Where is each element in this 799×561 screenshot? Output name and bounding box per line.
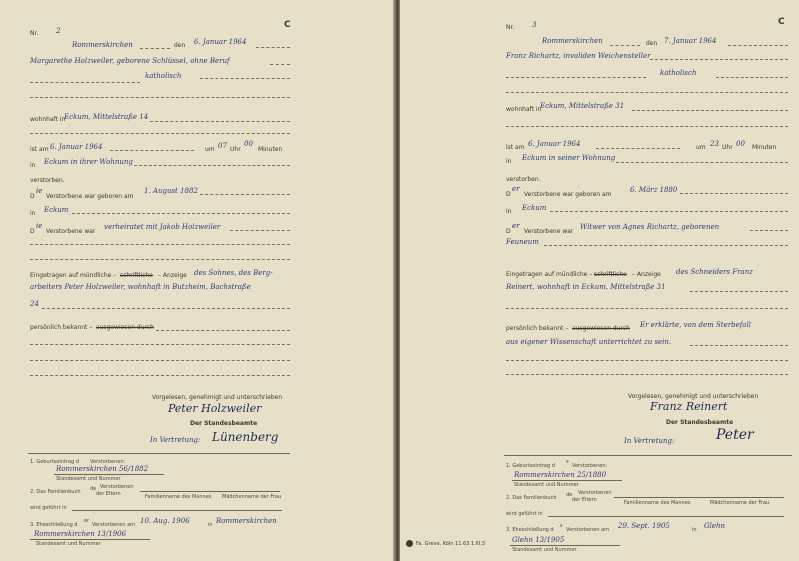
fill-line — [550, 211, 788, 212]
death-in-label: in — [506, 158, 512, 165]
registrar-title: Der Standesbeamte — [190, 420, 258, 427]
note1-label: 1. Geburtseintrag d — [506, 463, 555, 469]
note2-sub-2: Mädchenname der Frau — [710, 500, 770, 506]
note2-sub-1: Familienname des Mannes — [145, 494, 212, 500]
deceased-name: Franz Richartz, invaliden Weichensteller — [506, 52, 651, 60]
registered-text-2: Reinert, wohnhaft in Eckum, Mittelstraße 31 — [506, 283, 666, 291]
note3-sub: Standesamt und Nummer — [36, 541, 101, 547]
fill-line — [134, 165, 290, 166]
fill-line — [614, 497, 784, 498]
fill-line — [110, 150, 194, 151]
registered-label-a: Eingetragen auf mündliche – — [506, 271, 593, 278]
born-label: Verstorbene war geboren am — [524, 191, 612, 198]
note1-sup: s — [566, 459, 569, 465]
death-ist-am-label: ist am — [30, 146, 49, 153]
separator — [504, 455, 792, 456]
fill-line — [30, 344, 290, 345]
marital-value-2: Feuneum — [506, 238, 539, 246]
fill-line — [596, 148, 680, 149]
entry-number: 3 — [532, 21, 537, 29]
note3-date: 29. Sept. 1905 — [618, 522, 670, 530]
fill-line — [650, 59, 788, 60]
fill-line — [30, 539, 150, 540]
known-text-2: aus eigener Wissenschaft unterrichtet zu sein. — [506, 338, 672, 346]
note2-de: de — [566, 492, 573, 498]
death-hour: 07 — [218, 142, 227, 150]
born-prefix: D — [30, 193, 35, 200]
printer-imprint-text: Fa. Greve, Köln 11.63 1.III.3 — [416, 541, 485, 547]
born-suffix: er — [512, 185, 520, 193]
registered-struck: schriftliche — [120, 272, 153, 279]
note3-place: Glehn — [704, 522, 725, 530]
death-place: Eckum in ihrer Wohnung — [44, 158, 133, 166]
born-prefix: D — [506, 191, 511, 198]
note2-label: 2. Das Familienbuch — [506, 495, 557, 501]
note3-date: 10. Aug. 1906 — [140, 517, 190, 525]
fill-line — [716, 77, 788, 78]
death-minuten-label: Minuten — [258, 146, 283, 153]
registered-text-3: 24 — [30, 300, 39, 308]
fill-line — [512, 480, 622, 481]
note2-de: de — [90, 486, 97, 492]
fill-line — [30, 82, 140, 83]
marital-prefix: D — [506, 228, 511, 235]
registrar-signature: Peter — [716, 427, 754, 443]
born-in-label: in — [30, 210, 36, 217]
death-minutes: 00 — [736, 140, 745, 148]
fill-line — [544, 245, 788, 246]
registered-text-1: des Schneiders Franz — [676, 268, 753, 276]
residence-label: wohnhaft in — [506, 106, 542, 113]
fill-line — [616, 162, 788, 163]
fill-line — [728, 45, 788, 46]
death-ist-am-label: ist am — [506, 144, 525, 151]
informant-signature: Franz Reinert — [650, 400, 728, 413]
death-hour: 23 — [710, 140, 719, 148]
printer-logo-icon — [406, 540, 413, 547]
death-date: 6. Januar 1964 — [50, 143, 103, 151]
born-place: Eckum — [44, 206, 69, 214]
note3-in: in — [208, 522, 213, 528]
note3-value: Glehn 13/1905 — [512, 536, 565, 544]
death-um-label: um — [205, 146, 215, 153]
entry-number-label: Nr. — [30, 30, 39, 37]
registry-place: Rommerskirchen — [72, 41, 133, 49]
residence-value: Eckum, Mittelstraße 31 — [540, 102, 625, 110]
death-in-label: in — [30, 162, 36, 169]
note1-sub: Standesamt und Nummer — [514, 482, 579, 488]
religion: katholisch — [145, 72, 182, 80]
fill-line — [72, 510, 282, 511]
fill-line — [506, 374, 788, 375]
fill-line — [30, 244, 290, 245]
fill-line — [548, 516, 784, 517]
note1-label: 1. Geburtseintrag d — [30, 459, 79, 465]
note3-label: 3. Eheschließung d — [506, 527, 554, 533]
registry-date: 6. Januar 1964 — [194, 38, 247, 46]
born-date: 1. August 1882 — [144, 187, 198, 195]
fill-line — [680, 193, 788, 194]
fill-line — [506, 77, 646, 78]
entry-number-label: Nr. — [506, 24, 515, 31]
note3-sub: Standesamt und Nummer — [512, 547, 577, 553]
marital-label: Verstorbene war — [524, 228, 574, 235]
note1-value: Rommerskirchen 56/1882 — [56, 465, 149, 473]
death-uhr-label: Uhr — [230, 146, 241, 153]
note1-value: Rommerskirchen 25/1880 — [514, 471, 607, 479]
note1-sub: Standesamt und Nummer — [56, 476, 121, 482]
approved-text: Vorgelesen, genehmigt und unterschrieben — [628, 393, 759, 400]
marital-suffix: er — [512, 222, 520, 230]
registered-label-a: Eingetragen auf mündliche – — [30, 272, 117, 279]
fill-line — [150, 121, 290, 122]
fill-line — [610, 45, 640, 46]
fill-line — [156, 330, 290, 331]
fill-line — [510, 545, 620, 546]
death-uhr-label: Uhr — [722, 144, 733, 151]
fill-line — [30, 259, 290, 260]
fill-line — [30, 375, 290, 376]
marital-value: Witwer von Agnes Richartz, geborenen — [580, 223, 720, 231]
registered-label-b: – Anzeige — [158, 272, 187, 279]
fill-line — [42, 308, 290, 309]
registered-label-b: – Anzeige — [632, 271, 661, 278]
registered-text-2: arbeiters Peter Holzweiler, wohnhaft in Butzheim, Bachstraße — [30, 283, 251, 291]
note3-label: 3. Eheschließung d — [30, 522, 78, 528]
known-struck: ausgewiesen durch — [572, 325, 630, 332]
note2-verst: Verstorbenen — [578, 490, 612, 496]
registry-place: Rommerskirchen — [542, 37, 603, 45]
death-minuten-label: Minuten — [752, 144, 777, 151]
right-page — [400, 0, 799, 561]
registered-text-1: des Sohnes, des Berg- — [194, 269, 273, 277]
note2-verst: Verstorbenen — [100, 484, 134, 490]
death-minutes: 00 — [244, 140, 253, 148]
deputy-label: In Vertretung: — [624, 437, 675, 445]
note3-sup: s — [560, 523, 563, 529]
fill-line — [506, 92, 788, 93]
fill-line — [30, 97, 290, 98]
fill-line — [140, 48, 170, 49]
death-um-label: um — [696, 144, 706, 151]
marital-label: Verstorbene war — [46, 228, 96, 235]
approved-text: Vorgelesen, genehmigt und unterschrieben — [152, 394, 283, 401]
den-label: den — [174, 42, 186, 49]
known-label: persönlich bekannt – — [30, 324, 93, 331]
known-struck: ausgewiesen durch — [96, 324, 154, 331]
note1-label-2: Verstorbenen: — [572, 463, 608, 469]
residence-value: Eckum, Mittelstraße 14 — [64, 113, 149, 121]
note3-sup: er — [84, 518, 90, 524]
fill-line — [506, 360, 788, 361]
death-date: 6. Januar 1964 — [528, 140, 581, 148]
left-page — [0, 0, 394, 561]
death-place: Eckum in seiner Wohnung — [522, 154, 616, 162]
note3-in: in — [692, 527, 697, 533]
note2-weiter: wird geführt in — [506, 511, 543, 517]
fill-line — [230, 230, 290, 231]
born-place: Eckum — [522, 204, 547, 212]
note3-place: Rommerskirchen — [216, 517, 277, 525]
note2-eltern: der Eltern — [572, 497, 597, 503]
informant-signature: Peter Holzweiler — [168, 402, 262, 415]
fill-line — [750, 230, 788, 231]
note2-sub-2: Mädchenname der Frau — [222, 494, 282, 500]
fill-line — [54, 474, 164, 475]
note2-eltern: der Eltern — [96, 491, 121, 497]
marital-suffix: ie — [36, 222, 43, 230]
deceased-name: Margarethe Holzweiler, geborene Schlüssel, ohne Beruf — [30, 57, 230, 65]
column-letter: C — [284, 20, 291, 30]
fill-line — [256, 47, 290, 48]
marital-prefix: D — [30, 228, 35, 235]
separator — [28, 453, 290, 454]
born-suffix: ie — [36, 187, 43, 195]
registry-date: 7. Januar 1964 — [664, 37, 717, 45]
entry-number: 2 — [56, 27, 61, 35]
den-label: den — [646, 40, 658, 47]
verstorben-label: verstorben. — [506, 176, 541, 183]
known-text-1: Er erklärte, von dem Sterbefall — [640, 321, 751, 329]
born-date: 6. März 1880 — [630, 186, 678, 194]
fill-line — [632, 110, 788, 111]
registrar-title: Der Standesbeamte — [666, 419, 734, 426]
fill-line — [200, 78, 290, 79]
note2-weiter: wird geführt in — [30, 505, 67, 511]
note1-label-2: Verstorbenen: — [90, 459, 126, 465]
fill-line — [30, 133, 290, 134]
verstorben-label: verstorben. — [30, 177, 65, 184]
residence-label: wohnhaft in — [30, 116, 66, 123]
religion: katholisch — [660, 69, 697, 77]
registered-struck: schriftliche — [594, 271, 627, 278]
note3-label-2: Verstorbenen am — [566, 527, 610, 533]
fill-line — [690, 345, 788, 346]
column-letter: C — [778, 17, 785, 27]
fill-line — [506, 308, 788, 309]
marital-value: verheiratet mit Jakob Holzweiler — [104, 223, 221, 231]
note3-label-2: Verstorbenen am — [92, 522, 136, 528]
fill-line — [200, 194, 290, 195]
fill-line — [690, 291, 788, 292]
registrar-signature: Lünenberg — [212, 430, 279, 444]
fill-line — [270, 64, 290, 65]
born-in-label: in — [506, 208, 512, 215]
deputy-label: In Vertretung: — [150, 436, 201, 444]
fill-line — [140, 491, 280, 492]
fill-line — [30, 360, 290, 361]
note2-label: 2. Das Familienbuch — [30, 489, 81, 495]
note2-sub-1: Familienname des Mannes — [624, 500, 691, 506]
fill-line — [506, 126, 788, 127]
born-label: Verstorbene war geboren am — [46, 193, 134, 200]
printer-imprint — [406, 540, 485, 547]
known-label: persönlich bekannt – — [506, 325, 569, 332]
note3-value: Rommerskirchen 13/1906 — [34, 530, 127, 538]
fill-line — [72, 213, 290, 214]
